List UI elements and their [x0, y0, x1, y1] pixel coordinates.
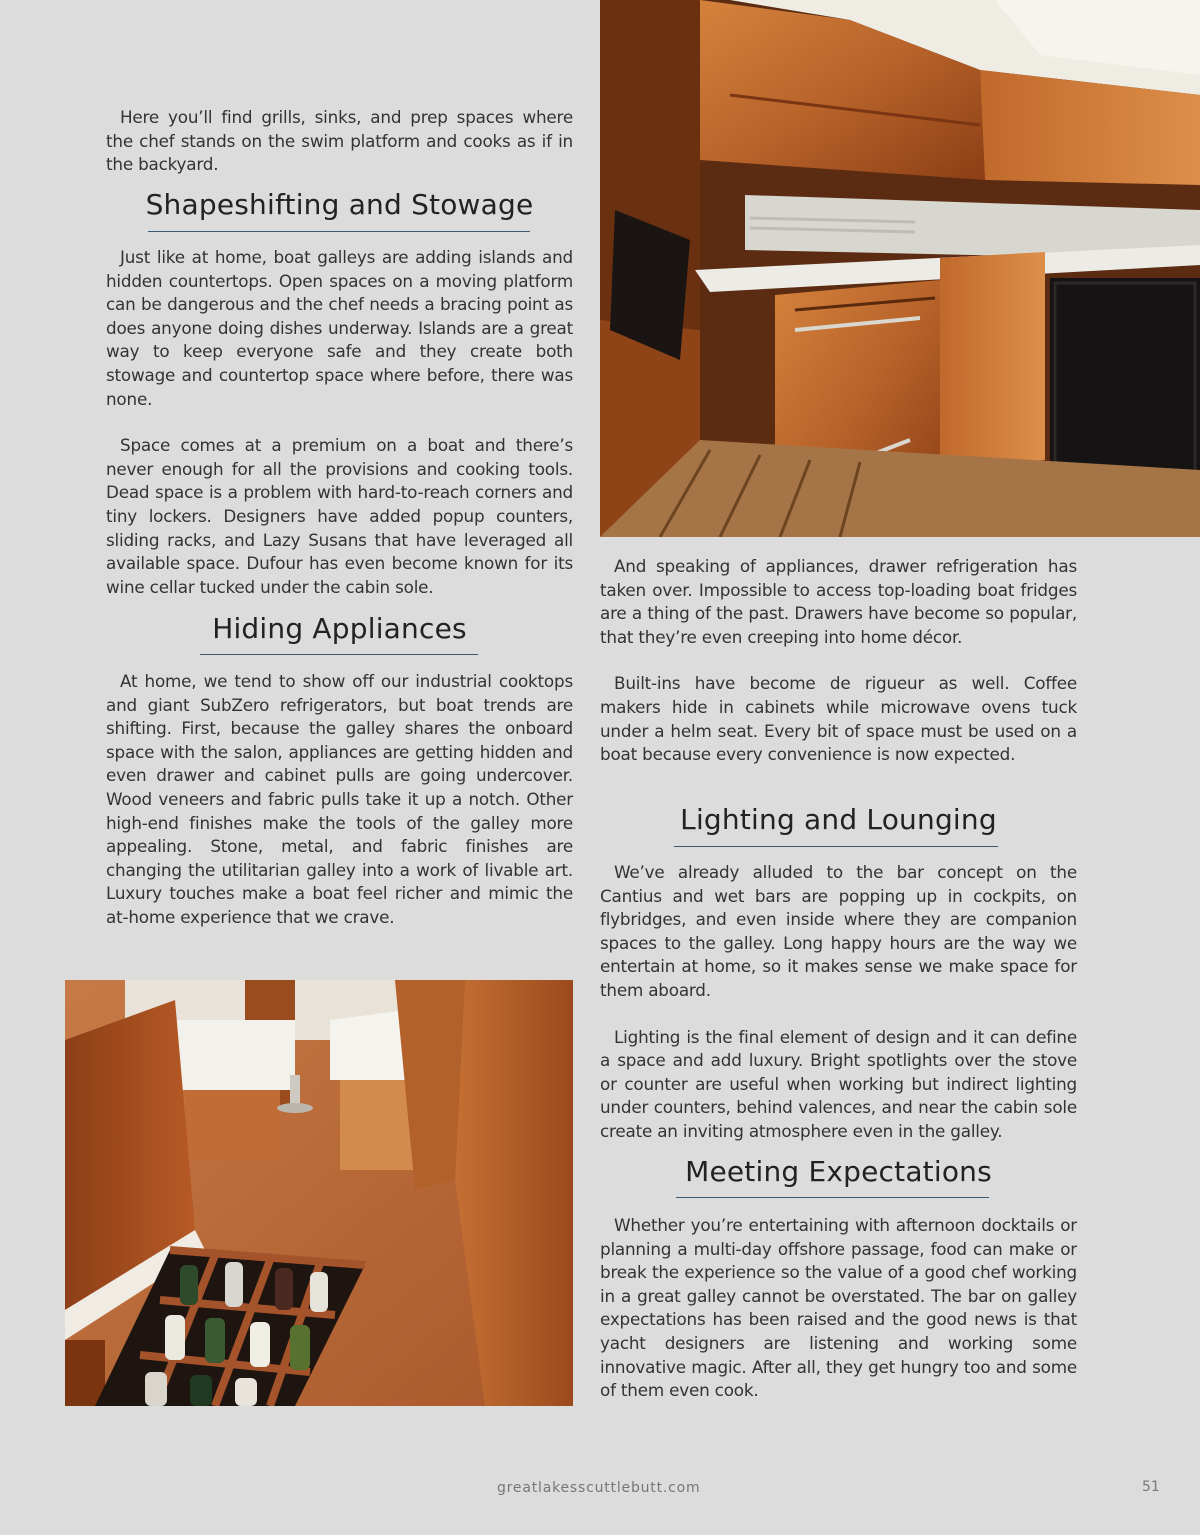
heading-rule — [674, 846, 998, 847]
intro-paragraph: Here you’ll find grills, sinks, and prep spaces where the chef stands on the swim platform and cooks as if in the backyard. — [106, 107, 573, 175]
stowage-section — [106, 246, 573, 599]
heading-meeting-expectations: Meeting Expectations — [685, 1155, 992, 1188]
intro-block — [106, 106, 573, 177]
appliances-paragraph-1: At home, we tend to show off our industrial cooktops and giant SubZero refrigerators, but boat trends are shifting. First, because the galley shares the onboard space with the salon, appliances are getting hidden and even drawer and cabinet pulls are going undercover. Wood veneers and fabric pulls take it up a notch. Other high-end finishes make the tools of the galley more appealing. Stone, metal, and fabric finishes are changing the utilitarian galley into a work of livable art. Luxury touches make a boat feel richer and mimic the at-home experience that we crave. — [106, 671, 573, 927]
heading-lighting-lounging: Lighting and Lounging — [680, 803, 997, 836]
appliances-paragraph-3: Built-ins have become de rigueur as well. Coffee makers hide in cabinets while microwave ovens tuck under a helm seat. Every bit of space must be used on a boat because every convenience is now expected. — [600, 673, 1077, 765]
expectations-paragraph-1: Whether you’re entertaining with afternoon docktails or planning a multi-day offshore passage, food can make or break the experience so the value of a good chef working in a great galley cannot be overstated. The bar on galley expectations has been raised and the good news is that yacht designers are listening and working some innovative magic. After all, they get hungry too and some of them even cook. — [600, 1215, 1077, 1401]
appliances-continued — [600, 555, 1077, 767]
page-number: 51 — [1142, 1479, 1160, 1495]
lighting-paragraph-1: We’ve already alluded to the bar concept on the Cantius and wet bars are popping up in cockpits, on flybridges, and even inside where they are companion spaces to the galley. Long happy hours are the way we entertain at home, so it makes sense we make space for them aboard. — [600, 862, 1077, 1000]
stowage-paragraph-1: Just like at home, boat galleys are adding islands and hidden countertops. Open spaces on a moving platform can be dangerous and the chef needs a bracing point as does anyone doing dishes underway. Islands are a great way to keep everyone safe and they create both stowage and countertop space where before, there was none. — [106, 247, 573, 409]
heading-rule — [148, 231, 530, 232]
heading-rule — [676, 1197, 989, 1198]
wine-cellar-photo — [65, 980, 573, 1406]
heading-shapeshifting-stowage: Shapeshifting and Stowage — [145, 188, 534, 221]
appliances-section — [106, 670, 573, 930]
heading-hiding-appliances: Hiding Appliances — [212, 612, 467, 645]
lighting-paragraph-2: Lighting is the final element of design and it can define a space and add luxury. Bright spotlights over the stove or counter are useful when working but indirect lighting under counters, behind valences, and near the cabin sole create an inviting atmosphere even in the galley. — [600, 1026, 1077, 1141]
appliances-paragraph-2: And speaking of appliances, drawer refrigeration has taken over. Impossible to access top-loading boat fridges are a thing of the past. Drawers have become so popular, that they’re even creeping into home décor. — [600, 556, 1077, 647]
expectations-section — [600, 1214, 1077, 1403]
galley-photo — [600, 0, 1200, 537]
heading-rule — [200, 654, 478, 655]
stowage-paragraph-2: Space comes at a premium on a boat and there’s never enough for all the provisions and cooking tools. Dead space is a problem with hard-to-reach corners and tiny lockers. Designers have added popup counters, sliding racks, and Lazy Susans that have leveraged all available space. Dufour has even become known for its wine cellar tucked under the cabin sole. — [106, 435, 573, 597]
footer-website: greatlakesscuttlebutt.com — [497, 1480, 701, 1496]
lighting-section — [600, 861, 1077, 1144]
